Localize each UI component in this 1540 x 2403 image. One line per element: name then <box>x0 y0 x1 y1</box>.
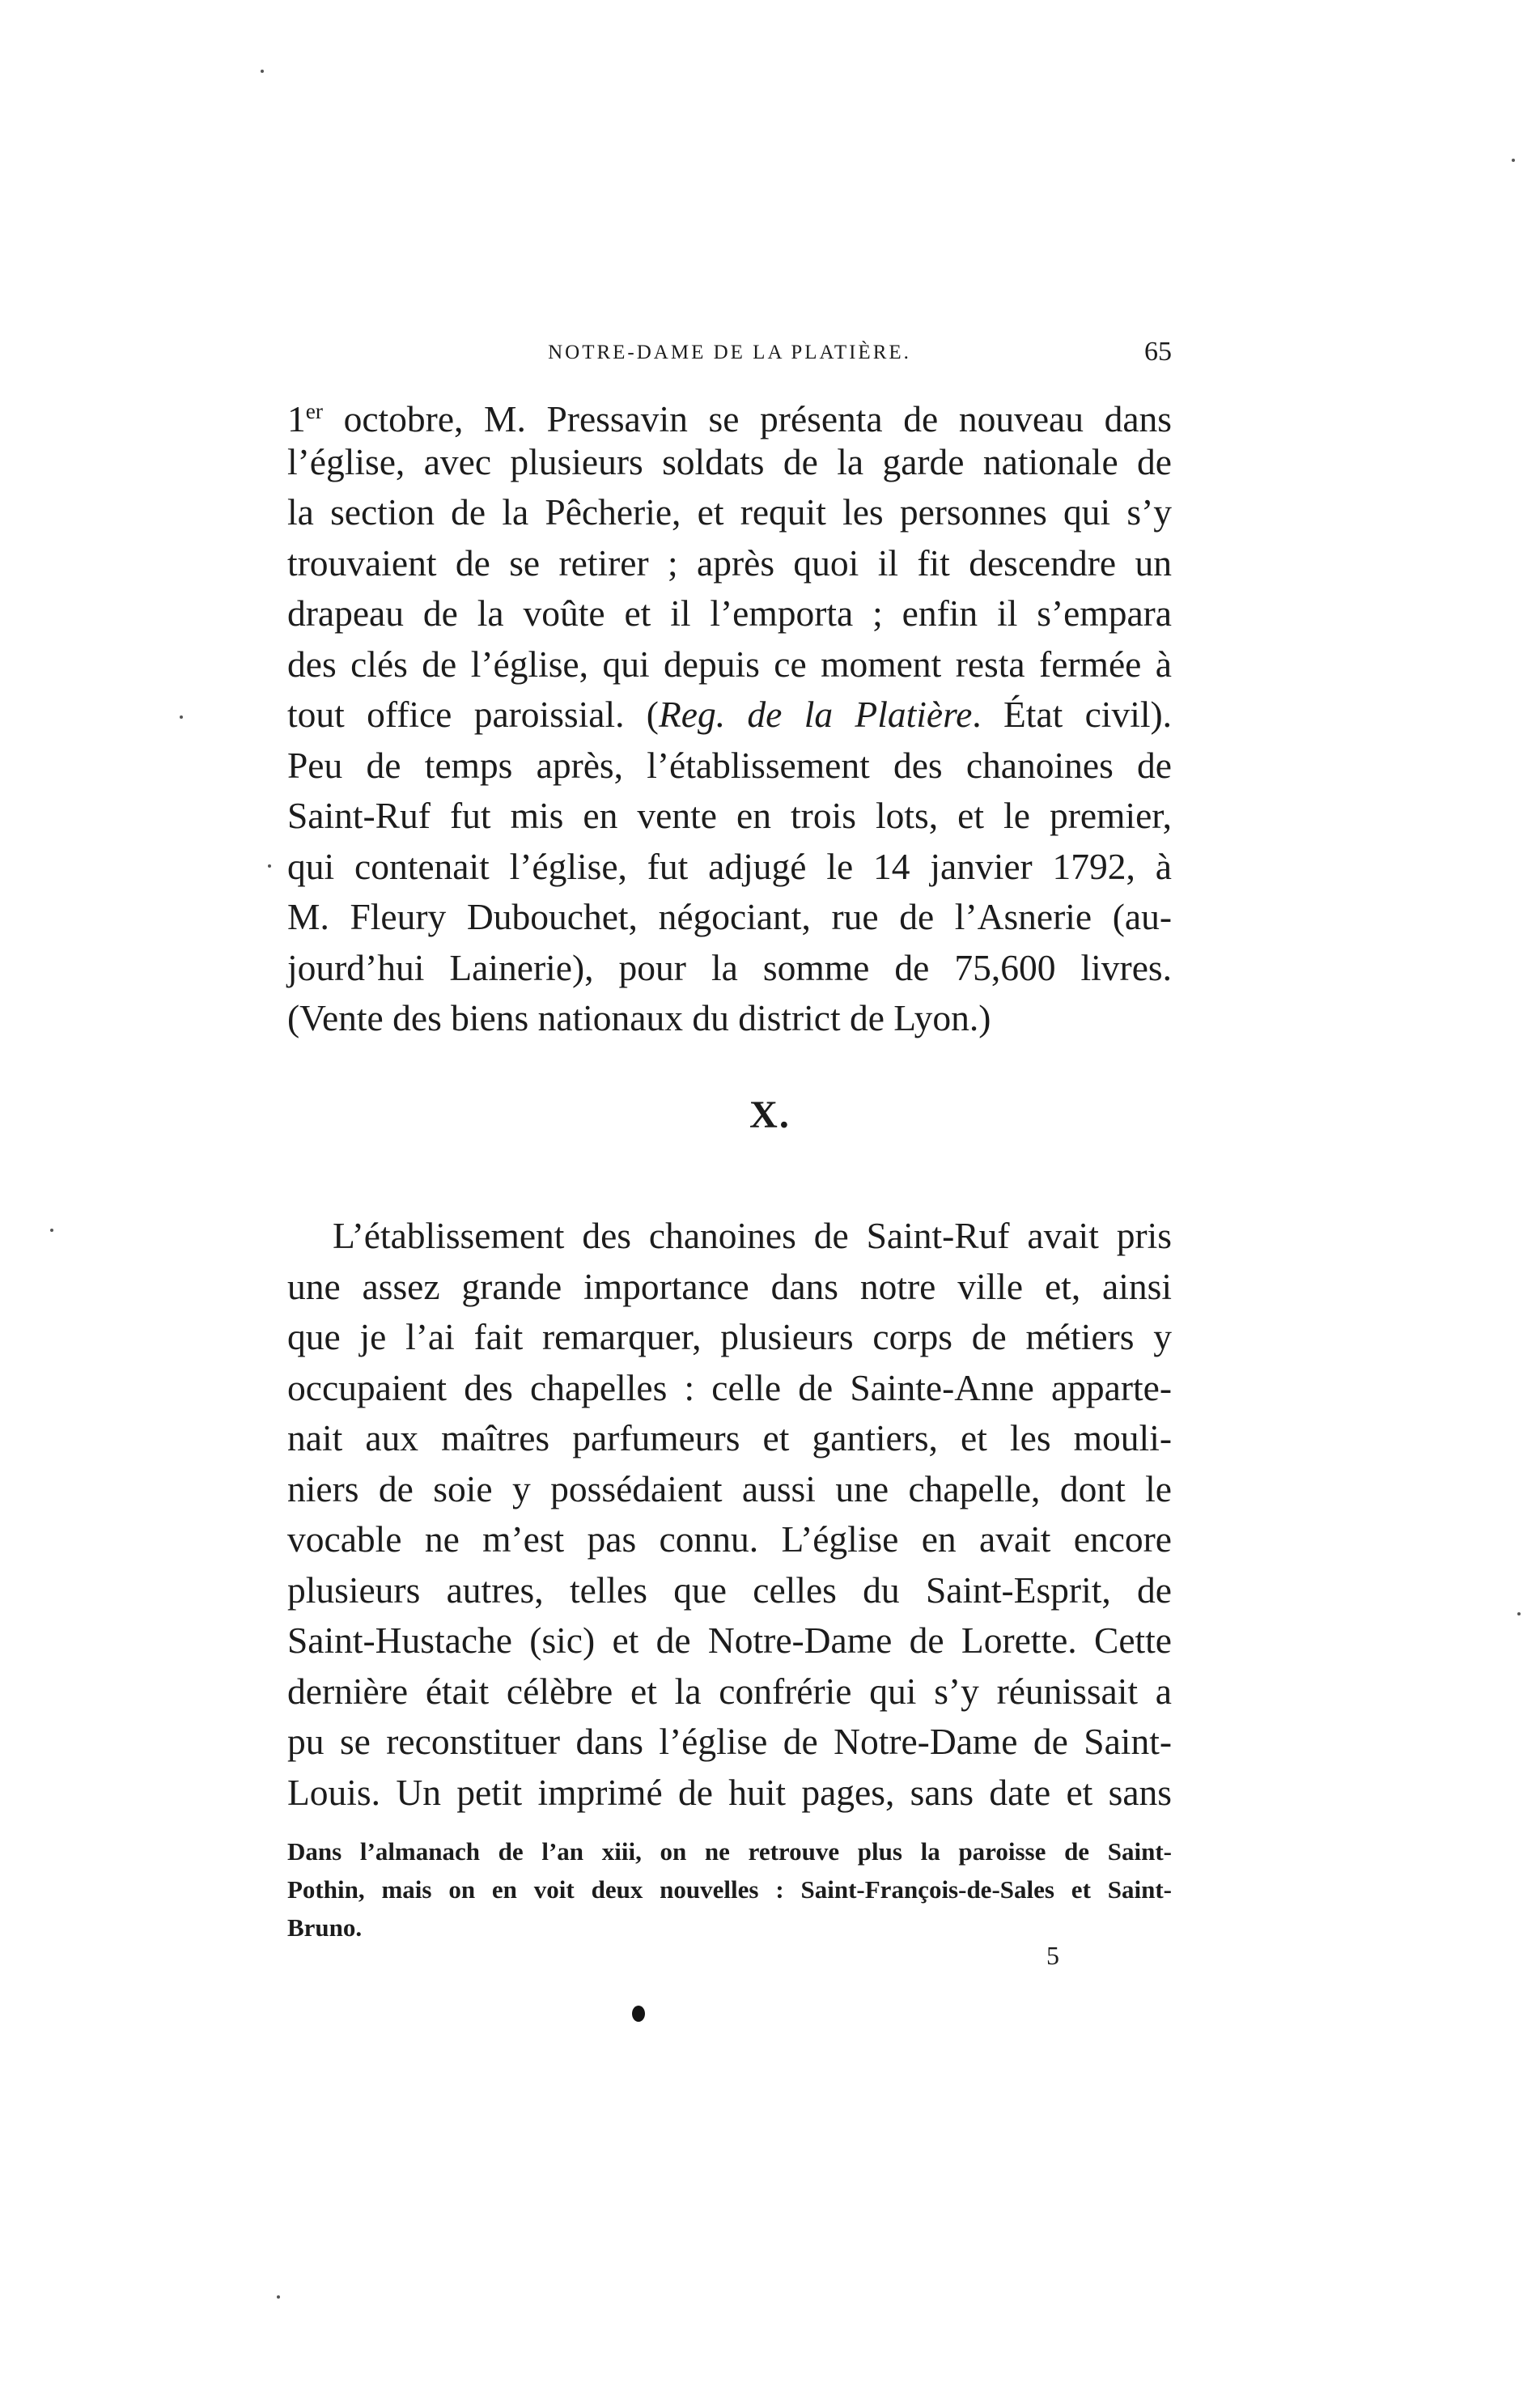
text-line: 1er octobre, M. Pressavin se présenta de nouveau dans <box>287 398 1172 440</box>
footnote <box>287 1832 1172 1947</box>
paper-speck <box>50 1229 53 1232</box>
text-line: trouvaient de se retirer ; après quoi il fit descendre un <box>287 541 1172 584</box>
text-line: Louis. Un petit imprimé de huit pages, sans date et sans <box>287 1771 1172 1813</box>
text-line: jourd’hui Lainerie), pour la somme de 75,600 livres. <box>287 946 1172 988</box>
text-line: qui contenait l’église, fut adjugé le 14 janvier 1792, à <box>287 845 1172 887</box>
text-line: vocable ne m’est pas connu. L’église en avait encore <box>287 1518 1172 1560</box>
text-line: des clés de l’église, qui depuis ce moment resta fermée à <box>287 643 1172 685</box>
section-heading: X. <box>749 1093 791 1136</box>
text-line: Saint-Hustache (sic) et de Notre-Dame de Lorette. Cette <box>287 1620 1172 1661</box>
text-line: plusieurs autres, telles que celles du Saint-Esprit, de <box>287 1569 1172 1611</box>
text-line: pu se reconstituer dans l’église de Notre-Dame de Saint- <box>287 1721 1172 1762</box>
text-line: Peu de temps après, l’établissement des chanoines de <box>287 744 1172 786</box>
text-line: M. Fleury Dubouchet, négociant, rue de l’Asnerie (au- <box>287 896 1172 937</box>
text-line: (Vente des biens nationaux du district de Lyon.) <box>287 997 991 1038</box>
text-line: occupaient des chapelles : celle de Sainte-Anne apparte- <box>287 1366 1172 1408</box>
text-line: la section de la Pêcherie, et requit les personnes qui s’y <box>287 491 1172 533</box>
running-head <box>287 338 1172 371</box>
text-line: Saint-Ruf fut mis en vente en trois lots, et le premier, <box>287 795 1172 836</box>
paper-speck <box>268 864 271 868</box>
ink-spot <box>632 2006 645 2022</box>
paragraph-1 <box>287 386 1172 1044</box>
footnote-line: Bruno. <box>287 1913 363 1942</box>
paper-speck <box>1512 159 1515 162</box>
paper-speck <box>1517 1612 1521 1615</box>
text-line: dernière était célèbre et la confrérie qui s’y réunissait a <box>287 1670 1172 1712</box>
signature-mark: 5 <box>1046 1941 1059 1970</box>
text-line: nait aux maîtres parfumeurs et gantiers, et les mouli- <box>287 1417 1172 1458</box>
paper-speck <box>277 2295 280 2299</box>
running-title: NOTRE-DAME DE LA PLATIÈRE. <box>548 342 911 363</box>
paragraph-2 <box>287 1211 1172 1818</box>
text-line: L’établissement des chanoines de Saint-Ruf avait pris <box>333 1215 1172 1256</box>
text-line: tout office paroissial. (Reg. de la Platière. État civil). <box>287 694 1173 735</box>
text-line: que je l’ai fait remarquer, plusieurs corps de métiers y <box>287 1316 1172 1357</box>
text-line: drapeau de la voûte et il l’emporta ; enfin il s’empara <box>287 592 1172 634</box>
text-line: niers de soie y possédaient aussi une chapelle, dont le <box>287 1467 1172 1509</box>
footnote-line: Dans l’almanach de l’an xiii, on ne retrouve plus la paroisse de Saint- <box>287 1837 1172 1866</box>
footnote-line: Pothin, mais on en voit deux nouvelles : Saint-François-de-Sales et Saint- <box>287 1875 1172 1904</box>
page-number: 65 <box>1144 337 1172 367</box>
paper-speck <box>261 70 264 73</box>
text-line: l’église, avec plusieurs soldats de la garde nationale de <box>287 440 1172 482</box>
text-line: une assez grande importance dans notre ville et, ainsi <box>287 1265 1172 1307</box>
citation-title: Reg. de la Platière <box>658 694 973 735</box>
paper-speck <box>180 715 183 719</box>
